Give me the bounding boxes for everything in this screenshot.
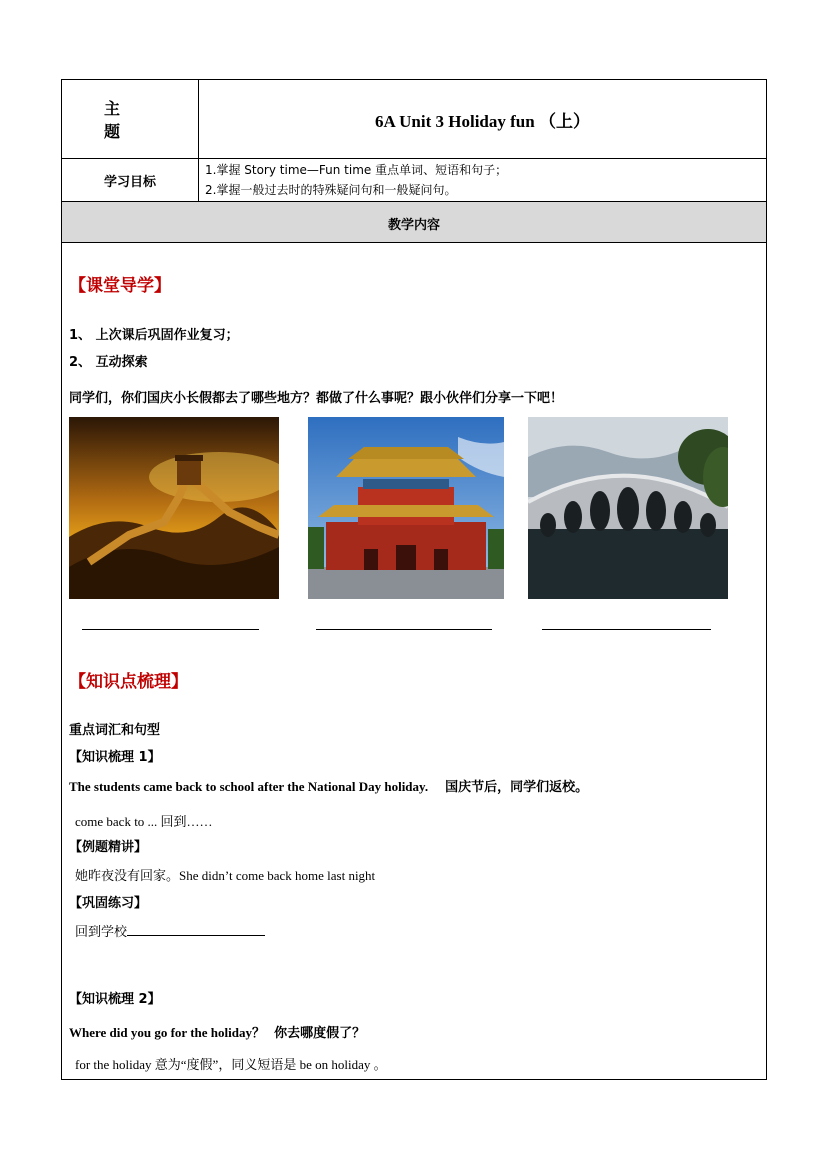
answer-blank-2[interactable] xyxy=(316,629,492,630)
sentence-1-en: The students came back to school after the National Day holiday. xyxy=(69,779,429,794)
guide-item-2: 2、 互动探索 xyxy=(69,355,148,370)
objective-item: 2.掌握一般过去时的特殊疑问句和一般疑问句。 xyxy=(205,183,457,197)
section-header-guide: 【课堂导学】 xyxy=(69,276,171,296)
photo-forbidden-city xyxy=(308,417,504,599)
photo-great-wall xyxy=(69,417,279,599)
guide-prompt: 同学们，你们国庆小长假都去了哪些地方？都做了什么事呢？跟小伙伴们分享一下吧！ xyxy=(69,391,564,406)
key-vocab-subtitle: 重点词汇和句型 xyxy=(69,723,161,738)
example-sentence: 她昨夜没有回家。She didn’t come back home last night xyxy=(75,868,376,883)
answer-blank-1[interactable] xyxy=(82,629,259,630)
phrase-come-back: come back to ... 回到…… xyxy=(75,814,213,829)
practice-label: 【巩固练习】 xyxy=(69,896,148,911)
section-header-knowledge: 【知识点梳理】 xyxy=(69,672,188,692)
objective-label-cell xyxy=(62,159,199,201)
knowledge-point-2-label: 【知识梳理 2】 xyxy=(69,992,161,1007)
example-label: 【例题精讲】 xyxy=(69,840,148,855)
sentence-2-zh: 你去哪度假了？ xyxy=(274,1026,366,1041)
topic-row xyxy=(62,80,766,159)
practice-text: 回到学校 xyxy=(75,925,128,940)
lesson-title: 6A Unit 3 Holiday fun （上） xyxy=(375,112,590,131)
content-header-row xyxy=(62,202,766,243)
holiday-note: for the holiday 意为“度假”，同义短语是 be on holiday 。 xyxy=(75,1057,387,1072)
objective-list xyxy=(199,159,766,201)
great-wall-image xyxy=(69,417,279,599)
knowledge-point-1-label: 【知识梳理 1】 xyxy=(69,750,161,765)
sentence-2-en: Where did you go for the holiday？ xyxy=(69,1025,265,1040)
objective-row xyxy=(62,159,766,202)
content-label: 教学内容 xyxy=(387,218,440,233)
objective-label: 学习目标 xyxy=(103,174,156,190)
practice-blank[interactable] xyxy=(127,923,265,936)
objective-item: 1.掌握 Story time—Fun time 重点单词、短语和句子； xyxy=(205,163,508,177)
forbidden-city-image xyxy=(308,417,504,599)
guide-item-1: 1、 上次课后巩固作业复习； xyxy=(69,328,239,343)
practice-item xyxy=(75,921,265,940)
topic-title-cell xyxy=(199,80,766,158)
topic-label-cell xyxy=(62,80,199,158)
photo-seventeen-arch-bridge xyxy=(528,417,728,599)
answer-blank-3[interactable] xyxy=(542,629,711,630)
sentence-1-zh: 国庆节后，同学们返校。 xyxy=(445,780,589,795)
knowledge-point-1-sentence xyxy=(69,776,588,795)
knowledge-point-2-sentence xyxy=(69,1022,365,1041)
topic-label: 主题 xyxy=(104,99,163,141)
bridge-image xyxy=(528,417,728,599)
